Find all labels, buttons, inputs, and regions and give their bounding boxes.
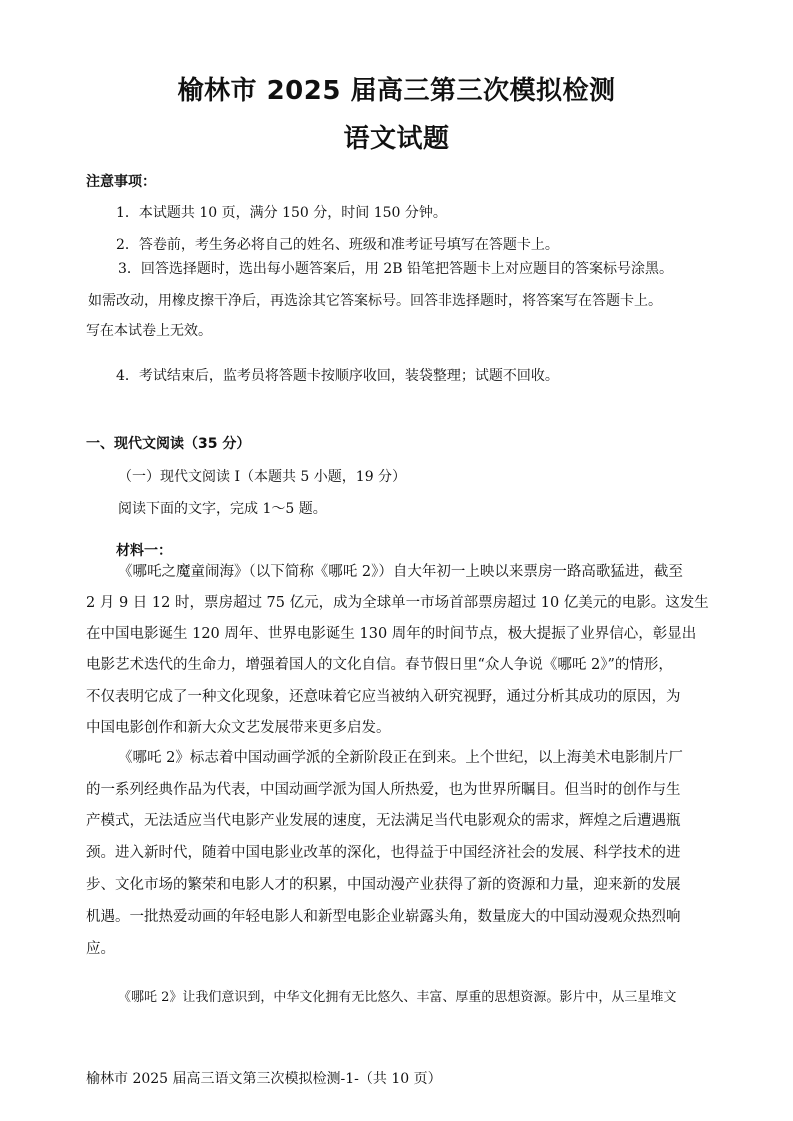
paragraph-2-line: 的一系列经典作品为代表，中国动画学派为国人所热爱，也为世界所瞩目。但当时的创作与生 [86,782,681,798]
page-footer: 榆林市 2025 届高三语文第三次模拟检测-1-（共 10 页） [86,1071,442,1087]
note-item-1: 1．本试题共 10 页，满分 150 分，时间 150 分钟。 [116,205,447,221]
note-item-3-line-2: 如需改动，用橡皮擦干净后，再选涂其它答案标号。回答非选择题时，将答案写在答题卡上。 [88,293,662,309]
notes-heading: 注意事项： [86,174,156,190]
note-item-4: 4．考试结束后，监考员将答题卡按顺序收回，装袋整理；试题不回收。 [116,368,559,384]
paragraph-3-line: 《哪吒 2》让我们意识到，中华文化拥有无比悠久、丰富、厚重的思想资源。影片中，从三星堆文 [118,990,677,1005]
paragraph-1-line: 电影艺术迭代的生命力，增强着国人的文化自信。春节假日里“众人争说《哪吒 2》”的情形， [86,657,673,673]
paragraph-1-line: 2 月 9 日 12 时，票房超过 75 亿元，成为全球单一市场首部票房超过 10 亿美元的电影。这发生 [86,595,709,611]
paragraph-2-line: 颈。进入新时代，随着中国电影业改革的深化，也得益于中国经济社会的发展、科学技术的进 [86,845,681,861]
material-label: 材料一： [116,543,172,559]
note-item-3-line-3: 写在本试卷上无效。 [86,323,212,339]
paragraph-2-line: 步、文化市场的繁荣和电影人才的积累，中国动漫产业获得了新的资源和力量，迎来新的发展 [86,877,681,893]
paragraph-2-line: 《哪吒 2》标志着中国动画学派的全新阶段正在到来。上个世纪，以上海美术电影制片厂 [118,750,683,766]
note-item-3-line-1: 3．回答选择题时，选出每小题答案后，用 2B 铅笔把答题卡上对应题目的答案标号涂黑。 [118,261,674,277]
paragraph-2-line: 产模式，无法适应当代电影产业发展的速度，无法满足当代电影观众的需求，辉煌之后遭遇瓶 [86,813,681,829]
paragraph-2-line: 应。 [86,941,115,957]
paragraph-2-line: 机遇。一批热爱动画的年轻电影人和新型电影企业崭露头角，数量庞大的中国动漫观众热烈响 [86,909,681,925]
paragraph-1-line: 在中国电影诞生 120 周年、世界电影诞生 130 周年的时间节点，极大提振了业界信心，彰显出 [86,626,697,642]
paragraph-1-line: 中国电影创作和新大众文艺发展带来更多启发。 [86,720,391,736]
page-title: 榆林市 2025 届高三第三次模拟检测 [177,76,616,106]
paragraph-1-line: 不仅表明它成了一种文化现象，还意味着它应当被纳入研究视野，通过分析其成功的原因，为 [86,689,681,705]
sub-section-heading: （一）现代文阅读 I（本题共 5 小题，19 分） [118,469,407,485]
paragraph-1-line: 《哪吒之魔童闹海》（以下简称《哪吒 2》）自大年初一上映以来票房一路高歌猛进，截至 [118,564,683,580]
reading-instruction: 阅读下面的文字，完成 1～5 题。 [118,501,327,517]
note-item-2: 2．答卷前，考生务必将自己的姓名、班级和准考证号填写在答题卡上。 [116,237,559,253]
section-heading: 一、现代文阅读（35 分） [86,436,251,452]
page-subtitle: 语文试题 [343,124,450,154]
